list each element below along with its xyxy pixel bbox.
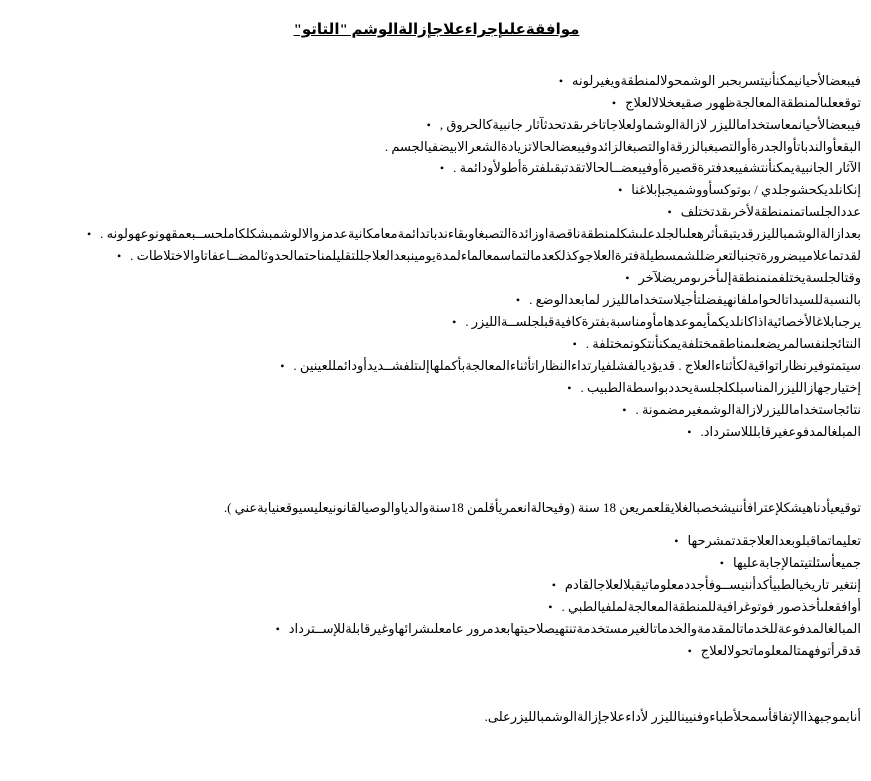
list-item xyxy=(12,245,861,267)
list-item-text: لقدتماعلاميبضرورةتجنبالتعرضللشمسطيلةفترةالعلاجوكذلكعدمالتماسمعالماءلمدةيومينبعدالعلاجللتقليلمناحتمالحدوثالمضــاعفاتاوالاختلاطات . xyxy=(130,248,861,263)
list-item xyxy=(12,157,861,179)
list-item xyxy=(12,311,861,333)
list-item xyxy=(12,530,861,552)
bullet-icon: • xyxy=(558,74,564,88)
list-item xyxy=(12,618,861,640)
bullet-icon: • xyxy=(674,534,679,548)
list-item-text: نتائجاستخدامالليزرلازالةالوشمغيرمضمونة . xyxy=(635,402,861,417)
authorization-statement: أنابموجبهذاالإتفاقأسمحلأطباءوفنيينالليزر لأداءعلاجإزالةالوشمبالليزرعلى. xyxy=(484,709,861,724)
list-item xyxy=(12,70,861,92)
list-item xyxy=(12,289,861,311)
list-item-text: سيتمتوفيرنظاراتواقيةلكأثناءالعلاج . قديؤديالفشلفيارتداءالنظاراتأثناءالمعالجةبأكملهاإلىتلفشــديدأودائمللعينين . xyxy=(293,358,861,373)
bullet-icon: • xyxy=(622,403,627,417)
list-item xyxy=(12,92,861,114)
list-item xyxy=(12,399,861,421)
bullet-icon: • xyxy=(719,556,724,570)
list-item xyxy=(12,574,861,596)
bullet-icon: • xyxy=(515,293,521,307)
list-item xyxy=(12,223,861,245)
list-item-text: بالنسبةللسيداتالحواملفانهيفضلتأجيلاستخدامالليزر لمابعدالوضع . xyxy=(529,292,861,307)
bullet-icon: • xyxy=(567,381,572,395)
list-item-text: أوافقعلىأخذصور فوتوغرافيةللمنطقةالمعالجةلملفيالطبي . xyxy=(561,599,861,614)
bullet-icon: • xyxy=(548,600,553,614)
bullet-icon: • xyxy=(687,425,692,439)
bullet-icon: • xyxy=(625,271,630,285)
list-item-continuation: البقعأوالندباتأوالجدرةأوالتصبغبالزرقةاوالتصبغالزائدوفيبعضالحالاتزيادةالشعرالابيضفيالجسم . xyxy=(384,139,861,154)
list-item-text: توقععلىالمنطقةالمعالجةظهور صقيعخلالالعلاج xyxy=(625,95,861,110)
bullet-icon: • xyxy=(275,622,280,636)
list-item-text: المبالغالمدفوعةللخدماتالمقدمةوالخدماتالغيرمستخدمةتنتهيصلاحيتهابعدمرور عامعلىشرائهاوغيرقابلةللإســترداد xyxy=(288,621,861,636)
bullet-icon: • xyxy=(426,118,431,132)
list-item-text: إنكانلديكحشوجلدي / بوتوكسأووشميجبإبلاغنا xyxy=(631,182,861,197)
signature-declaration: توقيعيأدناهيشكلإعترافأننيشخصبالغلايقلعمريعن 18 سنة (وفيحالةانعمريأقلمن 18سنةوالدياوالوصيالقانونيعليسيوقعنيابةعني ). xyxy=(223,500,861,515)
bullet-icon: • xyxy=(439,161,445,175)
list-item xyxy=(12,267,861,289)
bullet-icon: • xyxy=(611,96,617,110)
list-item xyxy=(12,114,861,136)
list-item-text: عددالجلساتمنمنطقةلأخرىقدتختلف xyxy=(680,204,861,219)
list-item-text: يرجىابلاغالأخصائيةاذاكانلديكمأيموعدهامأومناسبةبفترةكافيةقبلجلســةالليزر . xyxy=(465,314,861,329)
list-item xyxy=(12,179,861,201)
list-item xyxy=(12,377,861,399)
bullet-icon: • xyxy=(667,205,672,219)
list-item-text: فيبعضالأحيانيمكنأنيتسربحبر الوشمحولالمنطقةويغيرلونه xyxy=(572,73,861,88)
bullet-icon: • xyxy=(116,249,122,263)
bullet-icon: • xyxy=(572,337,577,351)
list-item xyxy=(12,355,861,377)
list-item-text: فيبعضالأحيانمعاستخدامالليزر لازالةالوشماولعلاجاتاخرىقدتحدثآثار جانبيةكالحروق , xyxy=(439,117,861,132)
list-item-text: الآثار الجانبيةيمكنأنتشفيبعدفترةقصيرةأوفيبعضــالحالاتقدتبقىلفترةأطولأودائمة . xyxy=(453,160,861,175)
list-item xyxy=(12,333,861,355)
list-item xyxy=(12,596,861,618)
list-item xyxy=(12,201,861,223)
risks-list xyxy=(12,70,861,443)
list-item-text: بعدازالةالوشمبالليزرقديتبقىأثرهعلىالجلدعلىشكلمنطقةناقصةاوزائدةالتصبغاوبقاءندباتدائمةمعامكانيةعدمزوالالوشمبشكلكاملحســبعمقهونوعهولونه . xyxy=(100,226,861,241)
bullet-icon: • xyxy=(618,183,623,197)
page-title: موافقةعلىإجراءعلاجإزالةالوشم "التاتو" xyxy=(293,22,580,38)
list-item-text: جميعأسئلتيتمالإجابةعليها xyxy=(732,555,861,570)
list-item-text: تعليماتماقبلوبعدالعلاجقدتمشرحها xyxy=(687,533,861,548)
list-item-text: إنتغير تاريخيالطبيأكدأننيســوفأجددمعلوماتيقبلالعلاجالقادم xyxy=(564,577,861,592)
bullet-icon: • xyxy=(86,227,92,241)
bullet-icon: • xyxy=(551,578,556,592)
list-item-text: النتائجلنفسالمريضعلىمناطقمختلفةيمكنأنتكونمختلفة . xyxy=(585,336,861,351)
acknowledgement-list xyxy=(12,530,861,662)
bullet-icon: • xyxy=(452,315,457,329)
bullet-icon: • xyxy=(687,644,692,658)
bullet-icon: • xyxy=(280,359,285,373)
list-item xyxy=(12,640,861,662)
list-item-text: إختيارجهازالليزرالمناسبلكلجلسةيحددبواسطةالطبيب . xyxy=(580,380,861,395)
list-item xyxy=(12,552,861,574)
list-item-text: المبلغالمدفوعغيرقابلللاسترداد. xyxy=(700,424,861,439)
list-item-text: وقتالجلسةيختلفمنمنطقةإلىأخرىومريضلآخر xyxy=(638,270,861,285)
list-item-text: قدقرأتوفهمتالمعلوماتحولالعلاج xyxy=(700,643,861,658)
list-item xyxy=(12,421,861,443)
